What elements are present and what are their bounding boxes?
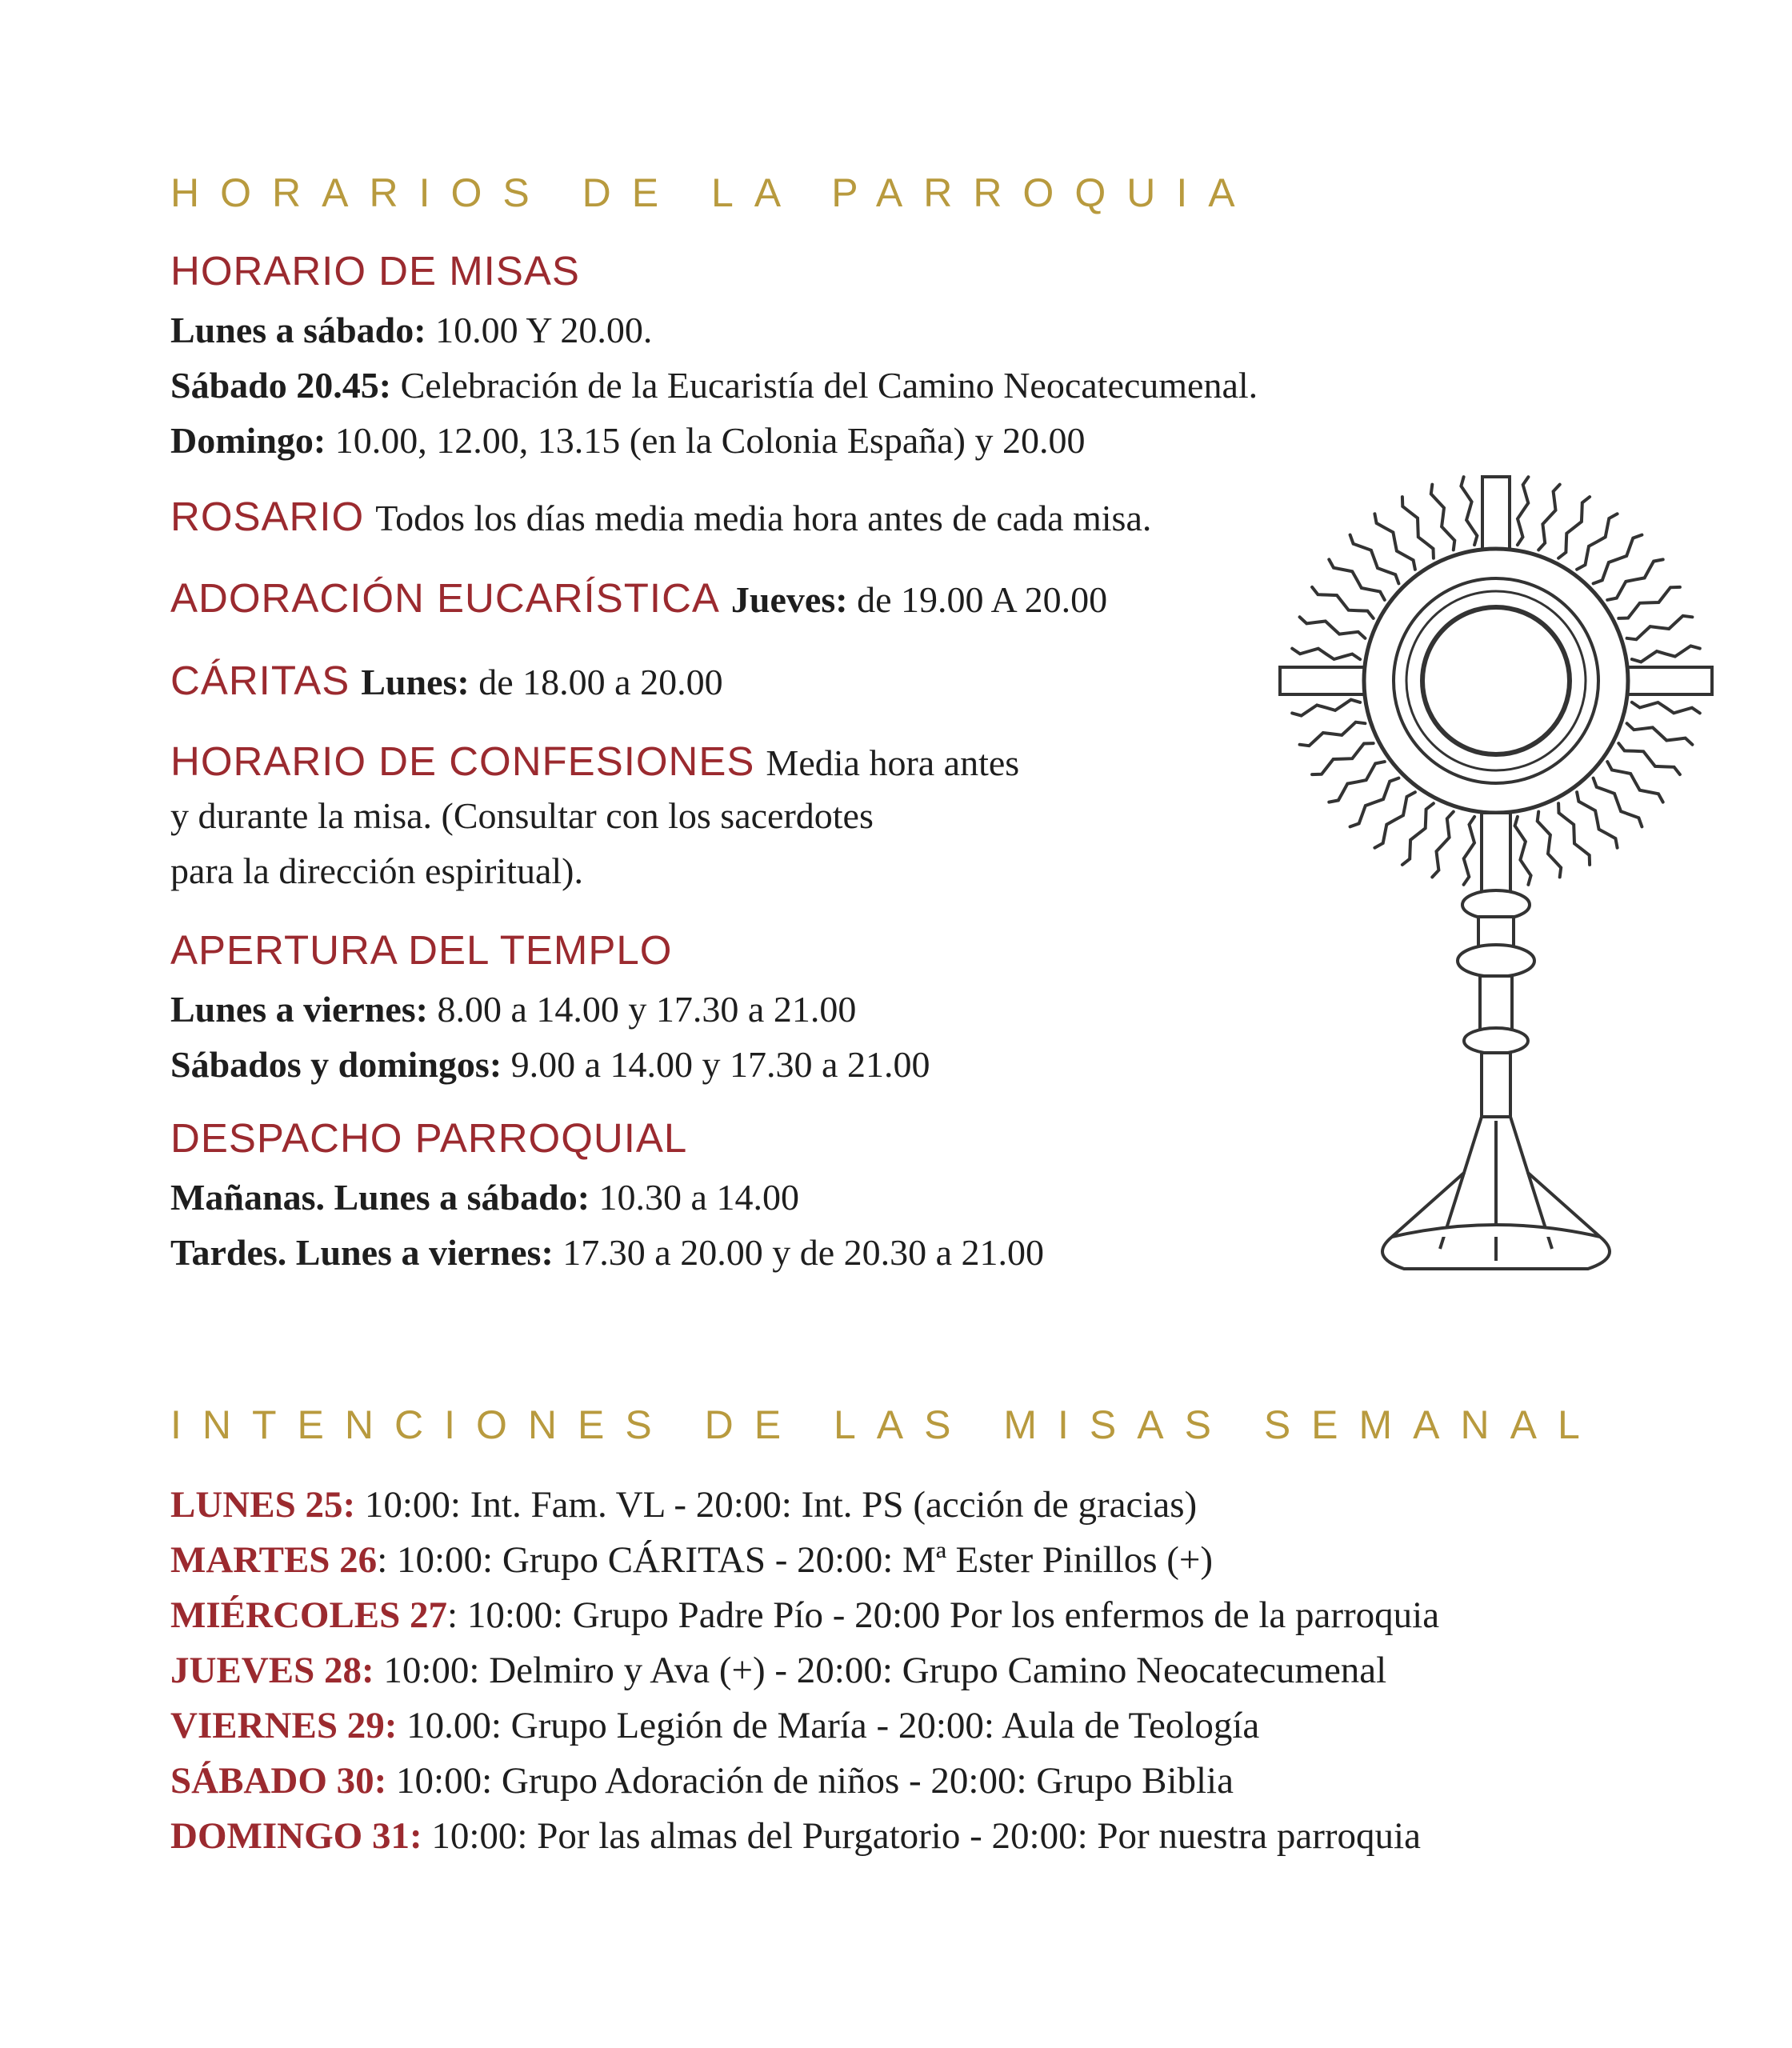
monstrance-ray (1350, 535, 1399, 584)
intenciones-title: INTENCIONES DE LAS MISAS SEMANAL (170, 1402, 1601, 1447)
confesiones-heading: HORARIO DE CONFESIONES (170, 738, 755, 784)
monstrance-ray (1350, 778, 1399, 827)
monstrance-ray (1594, 778, 1642, 827)
intenciones-list (170, 1478, 1439, 1864)
list-item: MARTES 26: 10:00: Grupo CÁRITAS - 20:00: Mª Ester Pinillos (+) (170, 1539, 1214, 1581)
confesiones-text: para la dirección espiritual). (170, 850, 583, 891)
misas-line: Sábado 20.45: Celebración de la Eucaristía del Camino Neocatecumenal. (170, 365, 1258, 406)
apertura-heading: APERTURA DEL TEMPLO (170, 927, 673, 973)
monstrance-icon (1272, 469, 1720, 1285)
list-item: JUEVES 28: 10:00: Delmiro y Ava (+) - 20:00: Grupo Camino Neocatecumenal (170, 1650, 1387, 1691)
rosario-row (170, 496, 1151, 537)
monstrance-ray (1558, 497, 1590, 558)
monstrance-ray (1312, 587, 1374, 618)
misas-heading: HORARIO DE MISAS (170, 248, 580, 294)
despacho-line: Tardes. Lunes a viernes: 17.30 a 20.00 y de 20.30 a 21.00 (170, 1232, 1045, 1273)
monstrance-ray (1402, 497, 1434, 558)
misas-section (170, 250, 1258, 468)
monstrance-ray (1627, 616, 1693, 640)
misas-line: Lunes a sábado: 10.00 Y 20.00. (170, 310, 653, 350)
caritas-text: de 18.00 a 20.00 (469, 662, 723, 702)
monstrance-ray (1461, 477, 1477, 545)
list-item: MIÉRCOLES 27: 10:00: Grupo Padre Pío - 20:00 Por los enfermos de la parroquia (170, 1594, 1440, 1636)
monstrance-ray (1632, 702, 1700, 714)
monstrance-ray (1374, 514, 1415, 570)
rosario-text: Todos los días media media hora antes de cada misa. (375, 498, 1152, 538)
misas-line: Domingo: 10.00, 12.00, 13.15 (en la Colonia España) y 20.00 (170, 420, 1086, 461)
despacho-heading: DESPACHO PARROQUIAL (170, 1115, 688, 1161)
list-item: LUNES 25: 10:00: Int. Fam. VL - 20:00: Int. PS (acción de gracias) (170, 1484, 1198, 1526)
apertura-line: Lunes a viernes: 8.00 a 14.00 y 17.30 a 21.00 (170, 989, 857, 1030)
list-item: DOMINGO 31: 10:00: Por las almas del Purgatorio - 20:00: Por nuestra parroquia (170, 1815, 1421, 1857)
adoracion-heading: ADORACIÓN EUCARÍSTICA (170, 575, 720, 621)
monstrance-ray (1538, 812, 1562, 878)
monstrance-ray (1627, 723, 1693, 745)
monstrance-ray (1300, 722, 1366, 746)
despacho-line: Mañanas. Lunes a sábado: 10.30 a 14.00 (170, 1177, 799, 1218)
monstrance-ray (1431, 485, 1455, 550)
horarios-title: HORARIOS DE LA PARROQUIA (170, 170, 1256, 215)
monstrance-ray (1518, 477, 1529, 545)
monstrance-ray (1464, 817, 1475, 885)
apertura-line: Sábados y domingos: 9.00 a 14.00 y 17.30 a 21.00 (170, 1044, 930, 1085)
adoracion-text: de 19.00 A 20.00 (847, 579, 1108, 620)
monstrance-ray (1577, 792, 1618, 847)
list-item: SÁBADO 30: 10:00: Grupo Adoración de niños - 20:00: Grupo Biblia (170, 1760, 1234, 1802)
monstrance-ray (1515, 817, 1531, 885)
monstrance-ray (1402, 803, 1434, 865)
list-item: VIERNES 29: 10.00: Grupo Legión de María - 20:00: Aula de Teología (170, 1705, 1260, 1746)
rosario-heading: ROSARIO (170, 494, 365, 539)
caritas-label: Lunes: (361, 662, 470, 702)
monstrance-ray (1594, 535, 1642, 584)
monstrance-ray (1618, 587, 1680, 618)
adoracion-label: Jueves: (730, 579, 848, 620)
monstrance-ray (1538, 485, 1560, 550)
monstrance-ray (1329, 762, 1385, 802)
monstrance-ray (1312, 743, 1374, 774)
confesiones-text: Media hora antes (766, 742, 1020, 783)
caritas-heading: CÁRITAS (170, 658, 350, 703)
monstrance-ray (1632, 646, 1700, 662)
confesiones-section (170, 738, 1020, 898)
monstrance-ray (1300, 617, 1366, 638)
monstrance-ray (1618, 743, 1680, 774)
monstrance-ray (1292, 700, 1360, 716)
monstrance-ray (1432, 812, 1454, 878)
confesiones-text: y durante la misa. (Consultar con los sacerdotes (170, 795, 874, 836)
apertura-section (170, 927, 930, 1092)
monstrance-ray (1558, 803, 1590, 865)
despacho-section (170, 1115, 1045, 1280)
caritas-row (170, 660, 723, 701)
monstrance-ray (1292, 649, 1360, 660)
monstrance-ray (1607, 559, 1663, 600)
adoracion-row (170, 575, 1108, 621)
